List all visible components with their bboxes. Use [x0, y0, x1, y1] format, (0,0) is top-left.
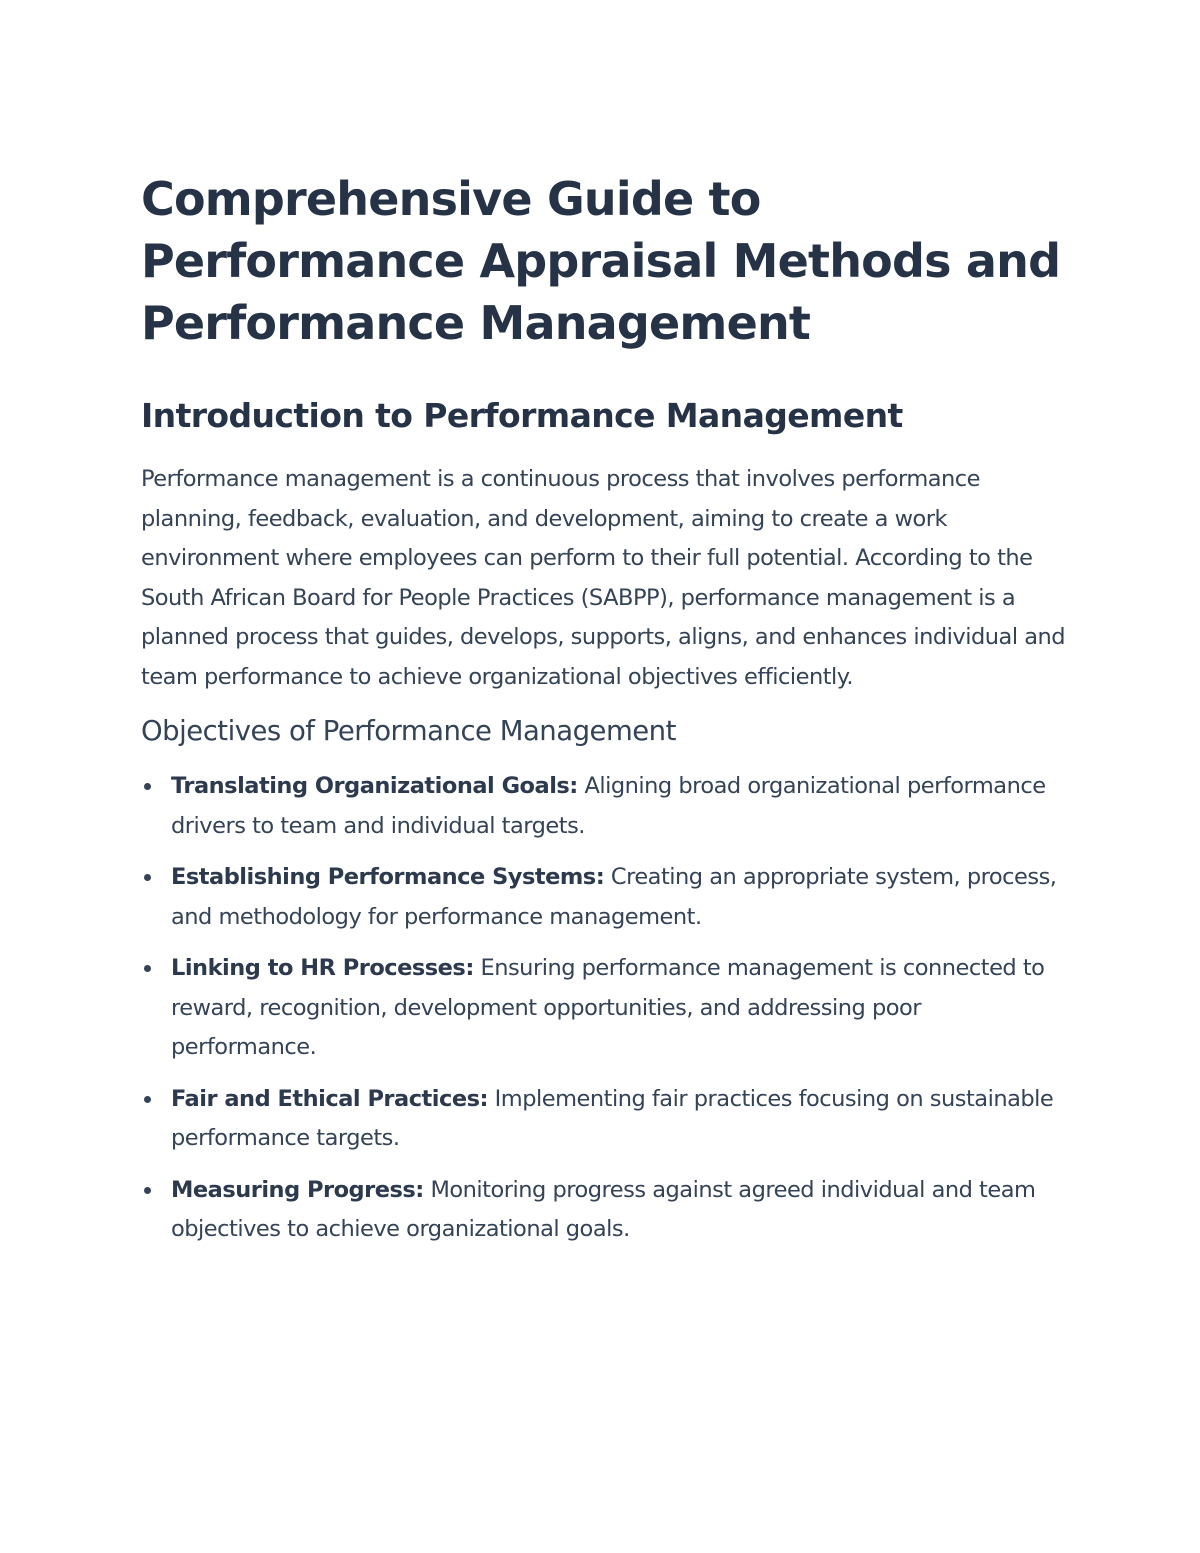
bullet-icon — [144, 1096, 151, 1103]
objective-term: Measuring Progress: — [171, 1176, 424, 1203]
bullet-icon — [144, 965, 151, 972]
objective-text: Ensuring performance management is connected to reward, recognition, development opportunities, and addressing poor performance. — [171, 955, 1045, 1060]
objective-text: Aligning broad organizational performance drivers to team and individual targets. — [171, 773, 1046, 839]
objectives-list — [141, 767, 1071, 1250]
list-item — [141, 858, 1071, 937]
objective-text: Monitoring progress against agreed individual and team objectives to achieve organizational goals. — [171, 1176, 1036, 1242]
objective-term: Fair and Ethical Practices: — [171, 1085, 489, 1112]
bullet-icon — [144, 874, 151, 881]
list-item — [141, 1171, 1071, 1250]
list-item — [141, 1080, 1071, 1159]
intro-heading: Introduction to Performance Management — [141, 396, 903, 435]
list-item — [141, 949, 1071, 1068]
list-item — [141, 767, 1071, 846]
objective-text: Implementing fair practices focusing on sustainable performance targets. — [171, 1085, 1054, 1151]
objective-term: Linking to HR Processes: — [171, 955, 474, 981]
bullet-icon — [144, 1187, 151, 1194]
objective-term: Translating Organizational Goals: — [171, 773, 578, 799]
bullet-icon — [144, 783, 151, 790]
document-title: Comprehensive Guide to Performance Appraisal Methods and Performance Management — [141, 172, 1061, 350]
objective-text: Creating an appropriate system, process, and methodology for performance management. — [171, 864, 1057, 930]
intro-paragraph: Performance management is a continuous process that involves performance planning, feedback, evaluation, and development, aiming to create a work environment where employees can perform to their full potential. According to the South African Board for People Practices (SABPP), performance management is a planned process that guides, develops, supports, aligns, and enhances individual and team performance to achieve organizational objectives efficiently. — [141, 466, 1066, 690]
objectives-heading: Objectives of Performance Management — [141, 715, 676, 747]
document-page — [141, 168, 1071, 1262]
objective-term: Establishing Performance Systems: — [171, 864, 605, 890]
